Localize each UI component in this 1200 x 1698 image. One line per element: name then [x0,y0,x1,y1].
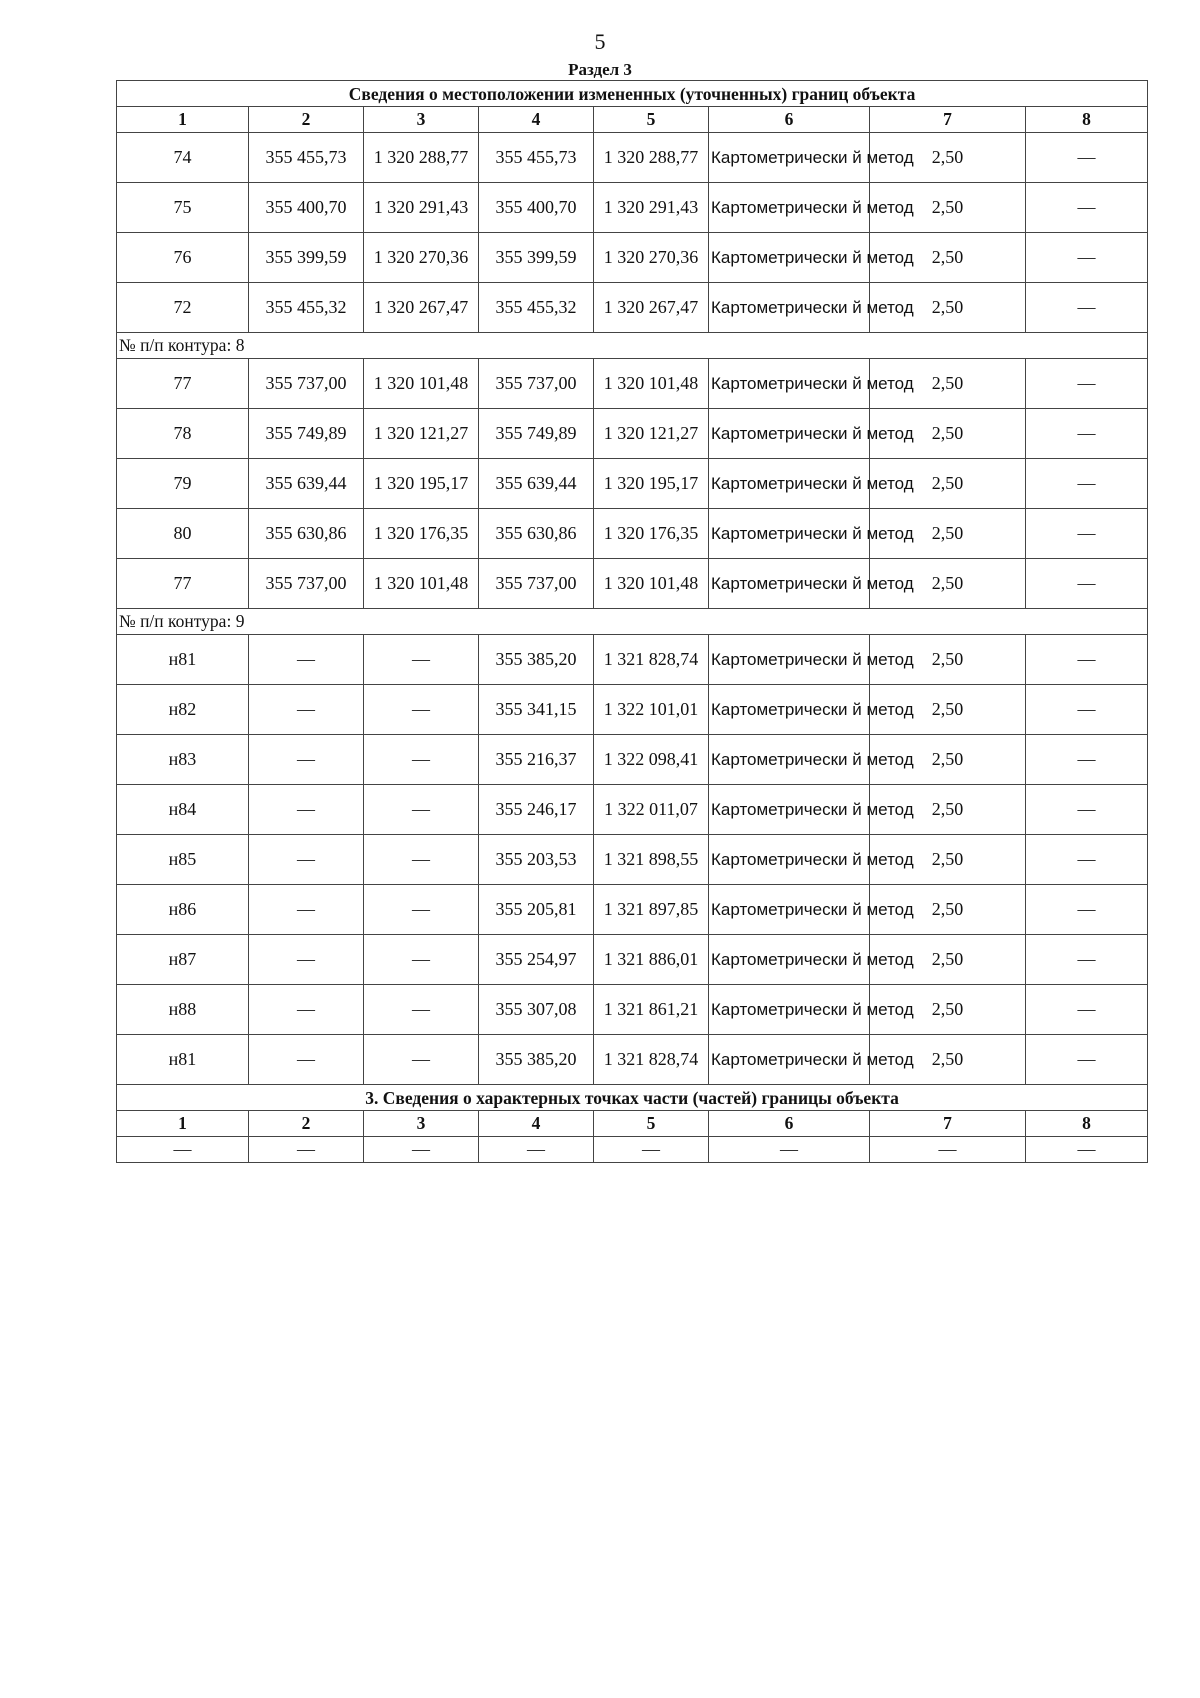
description-cell: — [1026,233,1148,283]
old-x-cell: — [249,735,364,785]
table-row [117,559,1148,609]
table-body [117,81,1148,1163]
accuracy-cell: 2,50 [870,785,1026,835]
column-number: 4 [479,107,594,133]
method-cell: Картометрически й метод [709,559,870,609]
contour-header-row [117,609,1148,635]
table-row [117,1035,1148,1085]
table-row [117,233,1148,283]
parts-cell: — [249,1137,364,1163]
old-x-cell: — [249,635,364,685]
old-y-cell: — [364,985,479,1035]
description-cell: — [1026,635,1148,685]
old-y-cell: 1 320 176,35 [364,509,479,559]
column-number: 8 [1026,107,1148,133]
parts-cell: — [479,1137,594,1163]
table-row [117,459,1148,509]
new-x-cell: 355 205,81 [479,885,594,935]
table-row [117,183,1148,233]
column-number: 5 [594,107,709,133]
accuracy-cell: 2,50 [870,233,1026,283]
method-cell: Картометрически й метод [709,935,870,985]
table-row [117,509,1148,559]
description-cell: — [1026,133,1148,183]
new-y-cell: 1 320 195,17 [594,459,709,509]
column-number: 3 [364,1111,479,1137]
new-x-cell: 355 630,86 [479,509,594,559]
new-y-cell: 1 321 886,01 [594,935,709,985]
accuracy-cell: 2,50 [870,885,1026,935]
old-y-cell: — [364,1035,479,1085]
old-y-cell: 1 320 101,48 [364,359,479,409]
new-y-cell: 1 322 011,07 [594,785,709,835]
column-number: 1 [117,107,249,133]
description-cell: — [1026,459,1148,509]
method-cell: Картометрически й метод [709,735,870,785]
old-y-cell: 1 320 121,27 [364,409,479,459]
column-number: 4 [479,1111,594,1137]
parts-cell: — [1026,1137,1148,1163]
method-cell: Картометрически й метод [709,785,870,835]
table-caption-row [117,81,1148,107]
point-number-cell: н82 [117,685,249,735]
new-y-cell: 1 321 828,74 [594,635,709,685]
column-numbers-row [117,107,1148,133]
parts-cell: — [870,1137,1026,1163]
column-number: 6 [709,107,870,133]
new-y-cell: 1 320 267,47 [594,283,709,333]
table-row [117,885,1148,935]
method-cell: Картометрически й метод [709,233,870,283]
old-x-cell: 355 737,00 [249,359,364,409]
table-row [117,409,1148,459]
point-number-cell: 76 [117,233,249,283]
description-cell: — [1026,935,1148,985]
old-y-cell: 1 320 291,43 [364,183,479,233]
method-cell: Картометрически й метод [709,359,870,409]
description-cell: — [1026,183,1148,233]
new-y-cell: 1 322 098,41 [594,735,709,785]
table-row [117,985,1148,1035]
new-x-cell: 355 737,00 [479,359,594,409]
column-number: 5 [594,1111,709,1137]
point-number-cell: н85 [117,835,249,885]
accuracy-cell: 2,50 [870,1035,1026,1085]
accuracy-cell: 2,50 [870,409,1026,459]
new-x-cell: 355 254,97 [479,935,594,985]
table-caption: Сведения о местоположении измененных (уточненных) границ объекта [117,81,1148,107]
old-y-cell: 1 320 195,17 [364,459,479,509]
old-y-cell: 1 320 288,77 [364,133,479,183]
accuracy-cell: 2,50 [870,735,1026,785]
section-title: Раздел 3 [568,60,632,79]
point-number-cell: 72 [117,283,249,333]
contour-label: № п/п контура: 8 [117,333,1148,359]
table-row [117,735,1148,785]
column-number: 2 [249,1111,364,1137]
parts-caption: 3. Сведения о характерных точках части (частей) границы объекта [117,1085,1148,1111]
old-y-cell: — [364,835,479,885]
new-y-cell: 1 320 176,35 [594,509,709,559]
table-row [117,785,1148,835]
old-x-cell: — [249,935,364,985]
accuracy-cell: 2,50 [870,985,1026,1035]
new-x-cell: 355 385,20 [479,635,594,685]
old-y-cell: — [364,635,479,685]
table-row [117,283,1148,333]
table-row [117,685,1148,735]
page-number: 5 [594,29,606,54]
point-number-cell: н86 [117,885,249,935]
description-cell: — [1026,1035,1148,1085]
method-cell: Картометрически й метод [709,409,870,459]
old-y-cell: — [364,685,479,735]
accuracy-cell: 2,50 [870,509,1026,559]
accuracy-cell: 2,50 [870,935,1026,985]
old-x-cell: 355 455,32 [249,283,364,333]
parts-cell: — [364,1137,479,1163]
new-x-cell: 355 203,53 [479,835,594,885]
column-number: 6 [709,1111,870,1137]
accuracy-cell: 2,50 [870,359,1026,409]
new-y-cell: 1 320 291,43 [594,183,709,233]
accuracy-cell: 2,50 [870,133,1026,183]
old-y-cell: — [364,885,479,935]
method-cell: Картометрически й метод [709,635,870,685]
old-y-cell: 1 320 101,48 [364,559,479,609]
new-x-cell: 355 385,20 [479,1035,594,1085]
method-cell: Картометрически й метод [709,509,870,559]
new-y-cell: 1 322 101,01 [594,685,709,735]
new-y-cell: 1 321 897,85 [594,885,709,935]
table-row [117,935,1148,985]
accuracy-cell: 2,50 [870,559,1026,609]
new-x-cell: 355 341,15 [479,685,594,735]
old-x-cell: — [249,835,364,885]
point-number-cell: 80 [117,509,249,559]
old-y-cell: — [364,735,479,785]
old-x-cell: — [249,1035,364,1085]
accuracy-cell: 2,50 [870,835,1026,885]
point-number-cell: н87 [117,935,249,985]
point-number-cell: 77 [117,359,249,409]
point-number-cell: н88 [117,985,249,1035]
old-x-cell: 355 399,59 [249,233,364,283]
old-x-cell: 355 630,86 [249,509,364,559]
method-cell: Картометрически й метод [709,1035,870,1085]
old-x-cell: 355 400,70 [249,183,364,233]
parts-cell: — [709,1137,870,1163]
old-x-cell: — [249,885,364,935]
accuracy-cell: 2,50 [870,685,1026,735]
new-y-cell: 1 320 101,48 [594,359,709,409]
table-row [117,835,1148,885]
old-y-cell: — [364,785,479,835]
new-x-cell: 355 455,73 [479,133,594,183]
new-x-cell: 355 639,44 [479,459,594,509]
old-y-cell: — [364,935,479,985]
point-number-cell: 77 [117,559,249,609]
old-x-cell: — [249,685,364,735]
new-x-cell: 355 216,37 [479,735,594,785]
accuracy-cell: 2,50 [870,283,1026,333]
point-number-cell: 74 [117,133,249,183]
description-cell: — [1026,985,1148,1035]
method-cell: Картометрически й метод [709,283,870,333]
table-row [117,133,1148,183]
description-cell: — [1026,685,1148,735]
method-cell: Картометрически й метод [709,835,870,885]
table-row [117,359,1148,409]
column-number: 8 [1026,1111,1148,1137]
new-x-cell: 355 455,32 [479,283,594,333]
boundary-coordinates-table [116,80,1148,1163]
method-cell: Картометрически й метод [709,459,870,509]
new-y-cell: 1 320 121,27 [594,409,709,459]
contour-header-row [117,333,1148,359]
description-cell: — [1026,559,1148,609]
new-x-cell: 355 399,59 [479,233,594,283]
old-x-cell: 355 749,89 [249,409,364,459]
old-y-cell: 1 320 270,36 [364,233,479,283]
description-cell: — [1026,885,1148,935]
description-cell: — [1026,835,1148,885]
column-number: 7 [870,1111,1026,1137]
point-number-cell: н84 [117,785,249,835]
point-number-cell: 75 [117,183,249,233]
column-number: 2 [249,107,364,133]
new-x-cell: 355 307,08 [479,985,594,1035]
point-number-cell: 78 [117,409,249,459]
new-y-cell: 1 320 288,77 [594,133,709,183]
parts-column-numbers-row [117,1111,1148,1137]
point-number-cell: н81 [117,635,249,685]
old-y-cell: 1 320 267,47 [364,283,479,333]
parts-cell: — [594,1137,709,1163]
method-cell: Картометрически й метод [709,183,870,233]
contour-label: № п/п контура: 9 [117,609,1148,635]
method-cell: Картометрически й метод [709,133,870,183]
description-cell: — [1026,785,1148,835]
description-cell: — [1026,409,1148,459]
accuracy-cell: 2,50 [870,183,1026,233]
new-y-cell: 1 320 270,36 [594,233,709,283]
parts-cell: — [117,1137,249,1163]
column-number: 7 [870,107,1026,133]
parts-row [117,1137,1148,1163]
column-number: 1 [117,1111,249,1137]
new-x-cell: 355 737,00 [479,559,594,609]
table-row [117,635,1148,685]
old-x-cell: — [249,785,364,835]
description-cell: — [1026,283,1148,333]
method-cell: Картометрически й метод [709,885,870,935]
accuracy-cell: 2,50 [870,459,1026,509]
new-y-cell: 1 321 828,74 [594,1035,709,1085]
old-x-cell: — [249,985,364,1035]
new-y-cell: 1 320 101,48 [594,559,709,609]
description-cell: — [1026,735,1148,785]
new-y-cell: 1 321 861,21 [594,985,709,1035]
accuracy-cell: 2,50 [870,635,1026,685]
method-cell: Картометрически й метод [709,685,870,735]
old-x-cell: 355 737,00 [249,559,364,609]
old-x-cell: 355 455,73 [249,133,364,183]
point-number-cell: н81 [117,1035,249,1085]
old-x-cell: 355 639,44 [249,459,364,509]
parts-caption-row [117,1085,1148,1111]
description-cell: — [1026,509,1148,559]
column-number: 3 [364,107,479,133]
point-number-cell: н83 [117,735,249,785]
new-x-cell: 355 246,17 [479,785,594,835]
method-cell: Картометрически й метод [709,985,870,1035]
point-number-cell: 79 [117,459,249,509]
new-x-cell: 355 400,70 [479,183,594,233]
new-y-cell: 1 321 898,55 [594,835,709,885]
description-cell: — [1026,359,1148,409]
new-x-cell: 355 749,89 [479,409,594,459]
